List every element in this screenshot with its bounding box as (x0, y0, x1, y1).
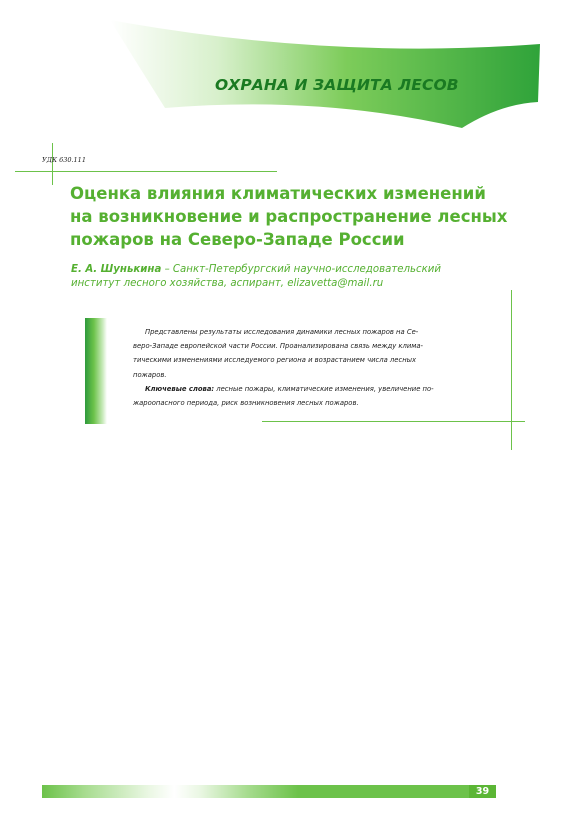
author-affiliation: – Санкт-Петербургский научно-исследовательский (161, 264, 442, 275)
keywords-label: Ключевые слова: (145, 384, 215, 393)
title-line: Оценка влияния климатических изменений (70, 184, 486, 203)
author-info (71, 263, 491, 291)
keywords-text: лесные пожары, климатические изменения, увеличение по- (214, 384, 434, 393)
abstract-accent-bar (85, 318, 107, 424)
author-affiliation: институт лесного хозяйства, аспирант, elizavetta@mail.ru (71, 278, 384, 289)
section-title: ОХРАНА И ЗАЩИТА ЛЕСОВ (215, 76, 459, 94)
footer-bar (42, 785, 469, 798)
abstract-rule (262, 421, 525, 422)
abstract-line: Представлены результаты исследования динамики лесных пожаров на Се- (145, 328, 419, 336)
title-line: на возникновение и распространение лесных (70, 207, 508, 226)
abstract-rule-vertical (511, 290, 512, 450)
author-name: Е. А. Шунькина (71, 264, 162, 275)
title-line: пожаров на Северо-Западе России (70, 230, 405, 249)
abstract-line: пожаров. (133, 370, 167, 379)
header-rule-vertical (52, 143, 53, 185)
abstract (133, 325, 455, 410)
header-banner (0, 0, 580, 140)
udk-code: УДК 630.111 (42, 156, 86, 164)
page-number: 39 (469, 785, 496, 798)
abstract-line: веро-Западе европейской части России. Проанализирована связь между клима- (133, 342, 424, 351)
header-rule (15, 171, 277, 172)
keywords-text: жароопасного периода, риск возникновения лесных пожаров. (133, 399, 359, 408)
abstract-line: тическими изменениями исследуемого региона и возрастанием числа лесных (133, 356, 417, 365)
article-title (70, 182, 510, 251)
